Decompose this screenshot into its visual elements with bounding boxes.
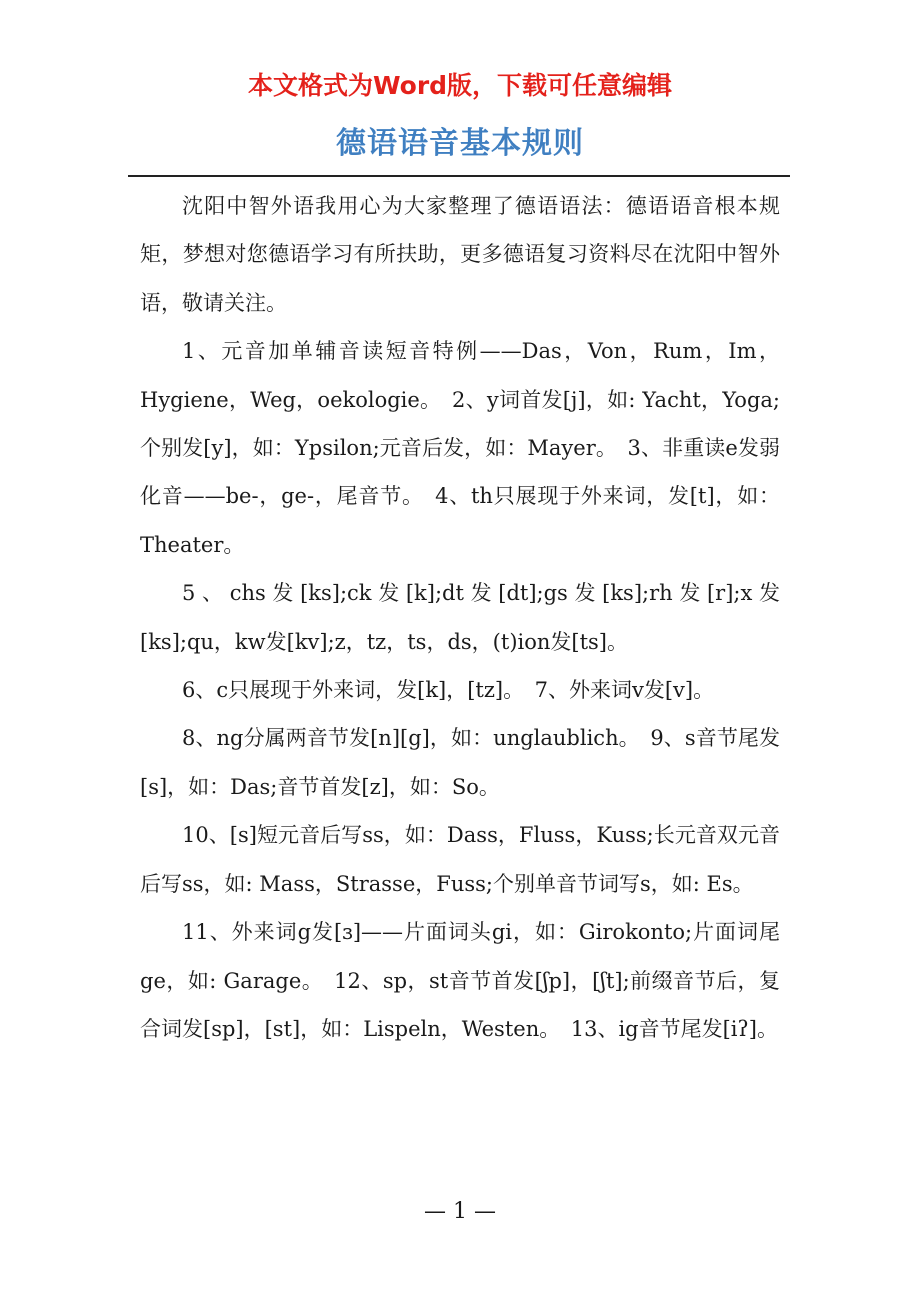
body-content <box>140 182 780 1053</box>
page-title: 德语语音基本规则 <box>336 126 584 161</box>
rule-paragraph-5: 5、chs发[ks];ck发[k];dt发[dt];gs发[ks];rh发[r];x发[ks];qu，kw发[kv];z，tz，ts，ds，(t)ion发[ts]。 <box>140 581 780 654</box>
rule-paragraph-11-13: 11、外来词g发[ɜ]——片面词头gi，如：Girokonto;片面词尾ge，如: Garage。 12、sp，st音节首发[ʃp]，[ʃt];前缀音节后，复合词发[sp]，[st]，如：Lispeln，Westen。 13、ig音节尾发[iʔ]。 <box>140 920 780 1041</box>
page-number: — 1 — <box>424 1199 496 1224</box>
rule-paragraph-8-9: 8、ng分属两音节发[n][g]，如：unglaublich。 9、s音节尾发[s]，如：Das;音节首发[z]，如：So。 <box>140 726 780 799</box>
title-divider <box>128 175 790 177</box>
intro-paragraph: 沈阳中智外语我用心为大家整理了德语语法：德语语音根本规矩，梦想对您德语学习有所扶助，更多德语复习资料尽在沈阳中智外语，敬请关注。 <box>140 194 780 315</box>
rule-paragraph-10: 10、[s]短元音后写ss，如：Dass，Fluss，Kuss;长元音双元音后写ss，如: Mass，Strasse，Fuss;个别单音节词写s，如: Es。 <box>140 823 780 896</box>
format-notice-banner: 本文格式为Word版，下载可任意编辑 <box>247 71 673 100</box>
rule-paragraph-6-7: 6、c只展现于外来词，发[k]，[tz]。 7、外来词v发[v]。 <box>182 678 715 703</box>
rule-paragraph-1-4: 1、元音加单辅音读短音特例——Das，Von，Rum，Im，Hygiene，Weg，oekologie。 2、y词首发[j]，如: Yacht，Yoga;个别发[y]，如：Ypsilon;元音后发，如：Mayer。 3、非重读e发弱化音——be-，ge-，尾音节。 4、th只展现于外来词，发[t]，如：Theater。 <box>140 339 780 557</box>
